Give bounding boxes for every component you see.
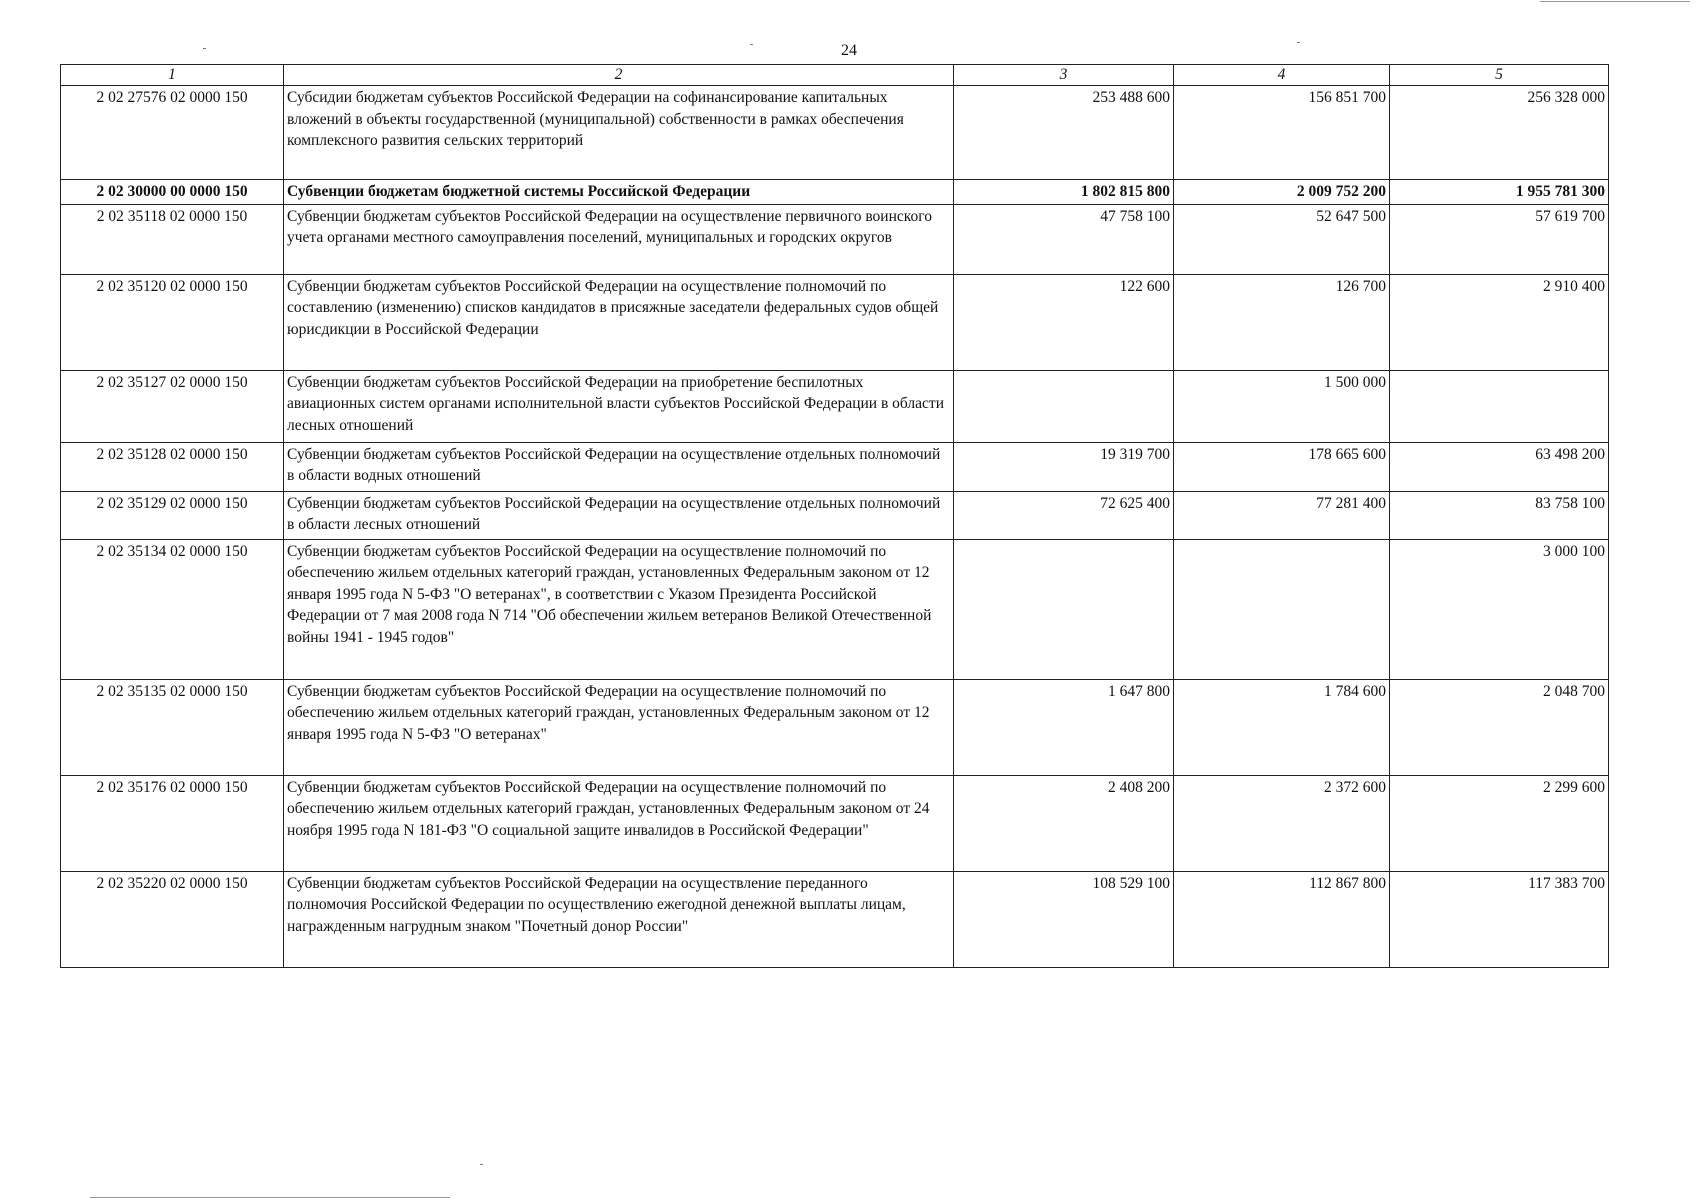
table-row	[61, 871, 1609, 967]
row-value-5: 2 299 600	[1390, 775, 1609, 871]
header-col-5: 5	[1390, 65, 1609, 86]
row-name: Субвенции бюджетам субъектов Российской Федерации на осуществление отдельных полномочий в области лесных отношений	[284, 491, 954, 539]
table-row	[61, 442, 1609, 491]
row-name: Субвенции бюджетам субъектов Российской Федерации на осуществление полномочий по обеспечению жильем отдельных категорий граждан, установленных Федеральным законом от 12 января 1995 года N 5-ФЗ "О ветеранах", в соответствии с Указом Президента Российской Федерации от 7 мая 2008 года N 714 "Об обеспечении жильем ветеранов Великой Отечественной войны 1941 - 1945 годов"	[284, 539, 954, 679]
row-code: 2 02 35127 02 0000 150	[61, 370, 284, 442]
scan-artifact-line	[1540, 1, 1690, 2]
row-code: 2 02 35134 02 0000 150	[61, 539, 284, 679]
row-value-4: 2 372 600	[1174, 775, 1390, 871]
row-value-4: 1 500 000	[1174, 370, 1390, 442]
table-row	[61, 86, 1609, 180]
row-value-5: 2 048 700	[1390, 679, 1609, 775]
row-value-3: 47 758 100	[954, 204, 1174, 274]
row-value-5: 1 955 781 300	[1390, 180, 1609, 205]
row-value-5: 2 910 400	[1390, 274, 1609, 370]
row-value-4: 112 867 800	[1174, 871, 1390, 967]
table-row	[61, 679, 1609, 775]
scan-speck	[1297, 42, 1300, 43]
scan-speck	[750, 44, 753, 45]
row-code: 2 02 35120 02 0000 150	[61, 274, 284, 370]
row-value-4: 77 281 400	[1174, 491, 1390, 539]
table-row	[61, 370, 1609, 442]
budget-table	[60, 64, 1609, 968]
row-value-5: 256 328 000	[1390, 86, 1609, 180]
table-row	[61, 539, 1609, 679]
row-code: 2 02 35128 02 0000 150	[61, 442, 284, 491]
row-name: Субвенции бюджетам субъектов Российской Федерации на осуществление полномочий по обеспечению жильем отдельных категорий граждан, установленных Федеральным законом от 12 января 1995 года N 5-ФЗ "О ветеранах"	[284, 679, 954, 775]
table-header	[61, 65, 1609, 86]
row-value-3: 1 802 815 800	[954, 180, 1174, 205]
row-value-4: 126 700	[1174, 274, 1390, 370]
table-row	[61, 274, 1609, 370]
row-code: 2 02 35135 02 0000 150	[61, 679, 284, 775]
row-name: Субвенции бюджетам субъектов Российской Федерации на осуществление первичного воинского учета органами местного самоуправления поселений, муниципальных и городских округов	[284, 204, 954, 274]
table-row	[61, 180, 1609, 205]
row-name: Субвенции бюджетам субъектов Российской Федерации на осуществление полномочий по обеспечению жильем отдельных категорий граждан, установленных Федеральным законом от 24 ноября 1995 года N 181-ФЗ "О социальной защите инвалидов в Российской Федерации"	[284, 775, 954, 871]
table-body	[61, 86, 1609, 968]
row-value-4: 2 009 752 200	[1174, 180, 1390, 205]
row-value-4: 52 647 500	[1174, 204, 1390, 274]
row-name: Субсидии бюджетам субъектов Российской Федерации на софинансирование капитальных вложений в объекты государственной (муниципальной) собственности в рамках обеспечения комплексного развития сельских территорий	[284, 86, 954, 180]
row-value-3: 108 529 100	[954, 871, 1174, 967]
row-value-5: 63 498 200	[1390, 442, 1609, 491]
row-value-5	[1390, 370, 1609, 442]
row-value-5: 83 758 100	[1390, 491, 1609, 539]
row-value-3: 122 600	[954, 274, 1174, 370]
header-col-1: 1	[61, 65, 284, 86]
table-row	[61, 491, 1609, 539]
row-name: Субвенции бюджетам бюджетной системы Российской Федерации	[284, 180, 954, 205]
scan-artifact-line	[90, 1197, 450, 1198]
row-value-4: 1 784 600	[1174, 679, 1390, 775]
header-col-2: 2	[284, 65, 954, 86]
row-value-3: 19 319 700	[954, 442, 1174, 491]
table-row	[61, 775, 1609, 871]
table-row	[61, 204, 1609, 274]
page-number: 24	[841, 42, 857, 59]
row-value-4: 178 665 600	[1174, 442, 1390, 491]
row-value-3	[954, 539, 1174, 679]
header-row	[61, 65, 1609, 86]
row-name: Субвенции бюджетам субъектов Российской Федерации на осуществление отдельных полномочий в области водных отношений	[284, 442, 954, 491]
row-value-3	[954, 370, 1174, 442]
row-value-4	[1174, 539, 1390, 679]
row-value-3: 253 488 600	[954, 86, 1174, 180]
scan-speck	[203, 48, 206, 49]
row-value-5: 3 000 100	[1390, 539, 1609, 679]
header-col-3: 3	[954, 65, 1174, 86]
row-code: 2 02 35176 02 0000 150	[61, 775, 284, 871]
header-col-4: 4	[1174, 65, 1390, 86]
scan-speck	[480, 1164, 483, 1165]
row-value-3: 1 647 800	[954, 679, 1174, 775]
row-code: 2 02 27576 02 0000 150	[61, 86, 284, 180]
row-code: 2 02 35220 02 0000 150	[61, 871, 284, 967]
row-value-5: 57 619 700	[1390, 204, 1609, 274]
row-name: Субвенции бюджетам субъектов Российской Федерации на приобретение беспилотных авиационных систем органами исполнительной власти субъектов Российской Федерации в области лесных отношений	[284, 370, 954, 442]
row-name: Субвенции бюджетам субъектов Российской Федерации на осуществление переданного полномочия Российской Федерации по осуществлению ежегодной денежной выплаты лицам, награжденным нагрудным знаком "Почетный донор России"	[284, 871, 954, 967]
row-value-5: 117 383 700	[1390, 871, 1609, 967]
row-value-3: 2 408 200	[954, 775, 1174, 871]
row-code: 2 02 30000 00 0000 150	[61, 180, 284, 205]
row-code: 2 02 35129 02 0000 150	[61, 491, 284, 539]
row-code: 2 02 35118 02 0000 150	[61, 204, 284, 274]
row-value-3: 72 625 400	[954, 491, 1174, 539]
row-name: Субвенции бюджетам субъектов Российской Федерации на осуществление полномочий по составлению (изменению) списков кандидатов в присяжные заседатели федеральных судов общей юрисдикции в Российской Федерации	[284, 274, 954, 370]
row-value-4: 156 851 700	[1174, 86, 1390, 180]
